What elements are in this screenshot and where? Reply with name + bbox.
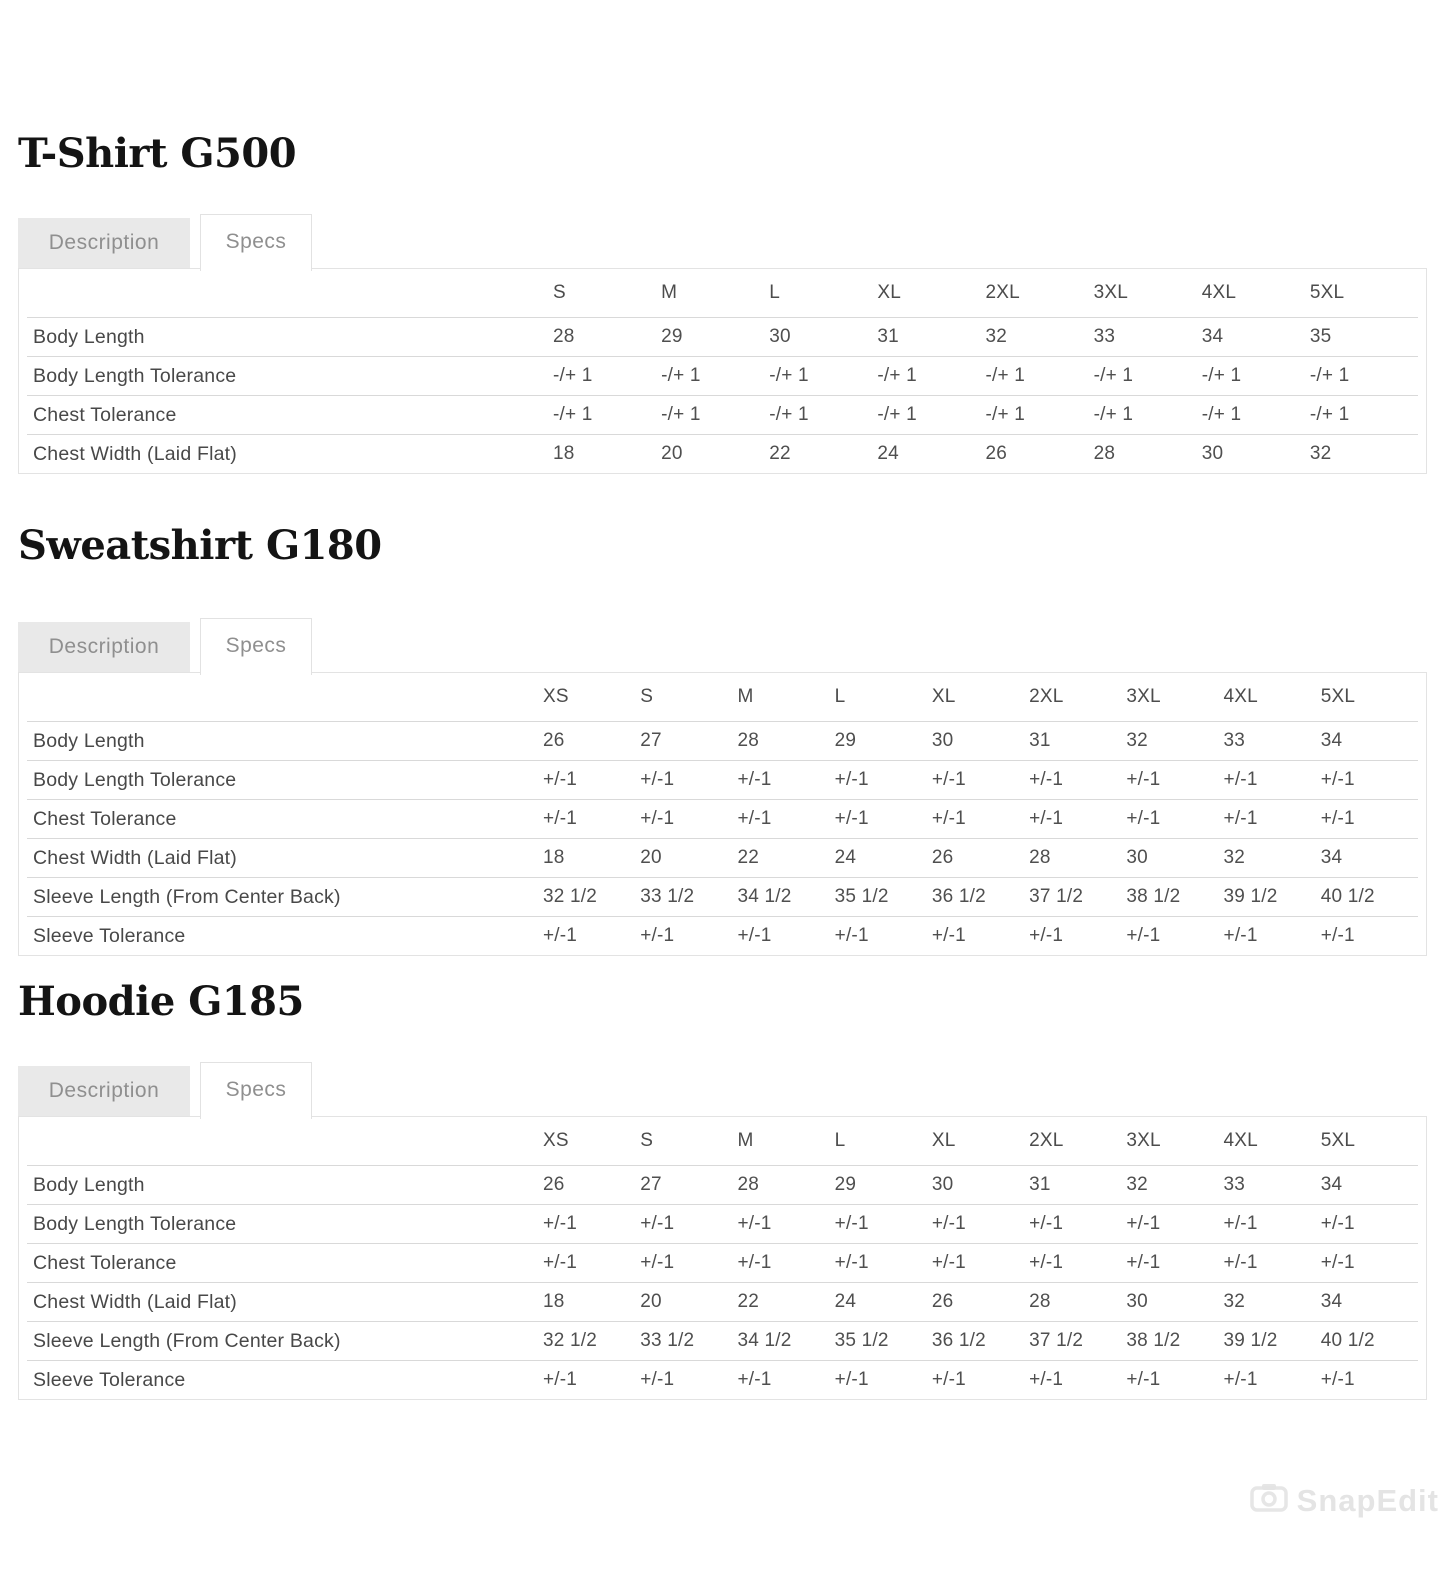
spec-value: +/-1 — [737, 769, 772, 790]
spec-value: 34 — [1201, 326, 1224, 347]
spec-value: -/+ 1 — [661, 404, 701, 425]
spec-value: 33 — [1093, 326, 1116, 347]
spec-value: -/+ 1 — [1201, 404, 1242, 425]
spec-value: 28 — [1029, 1291, 1051, 1312]
row-label: Body Length — [33, 1173, 145, 1196]
spec-value: 22 — [769, 443, 791, 464]
spec-value: +/-1 — [543, 1213, 578, 1234]
spec-value: 20 — [640, 847, 662, 868]
table-row — [27, 1360, 1418, 1399]
spec-value: +/-1 — [737, 1252, 772, 1273]
spec-value: 29 — [834, 730, 857, 751]
spec-value: +/-1 — [834, 808, 869, 829]
row-label: Sleeve Length (From Center Back) — [33, 885, 341, 908]
spec-value: +/-1 — [543, 808, 578, 829]
spec-value: +/-1 — [737, 808, 772, 829]
spec-value: +/-1 — [640, 925, 675, 946]
specs-table — [18, 672, 1427, 956]
row-label: Chest Tolerance — [33, 403, 177, 426]
spec-value: 30 — [1201, 443, 1224, 464]
spec-value: -/+ 1 — [1309, 404, 1350, 425]
spec-value: +/-1 — [640, 1369, 675, 1390]
row-label: Body Length Tolerance — [33, 768, 237, 791]
spec-value: +/-1 — [1126, 1252, 1161, 1273]
spec-value: 34 1/2 — [737, 886, 792, 907]
spec-value: 33 1/2 — [640, 1330, 695, 1351]
spec-value: 32 1/2 — [543, 1330, 598, 1351]
spec-value: +/-1 — [834, 1369, 869, 1390]
spec-value: -/+ 1 — [1093, 365, 1134, 386]
spec-value: +/-1 — [1029, 769, 1064, 790]
spec-value: +/-1 — [1320, 808, 1355, 829]
spec-value: +/-1 — [737, 1369, 772, 1390]
spec-value: +/-1 — [1223, 1213, 1258, 1234]
spec-value: 32 — [1309, 443, 1332, 464]
spec-value: 27 — [640, 1174, 662, 1195]
size-column-header: L — [769, 282, 781, 303]
table-row — [27, 317, 1418, 356]
spec-value: +/-1 — [1320, 1213, 1355, 1234]
spec-value: 38 1/2 — [1126, 886, 1181, 907]
spec-value: 20 — [640, 1291, 662, 1312]
spec-value: 34 — [1320, 847, 1343, 868]
spec-value: 30 — [1126, 847, 1148, 868]
spec-value: +/-1 — [1029, 925, 1064, 946]
spec-value: +/-1 — [737, 1213, 772, 1234]
watermark-text: SnapEdit — [1296, 1483, 1439, 1518]
table-row — [27, 799, 1418, 838]
size-column-header: L — [834, 686, 846, 707]
spec-value: 24 — [834, 1291, 857, 1312]
spec-value: +/-1 — [1126, 925, 1161, 946]
size-column-header: L — [834, 1130, 846, 1151]
product-section — [0, 978, 1445, 1400]
spec-value: +/-1 — [931, 1213, 966, 1234]
size-column-header: 4XL — [1201, 282, 1237, 303]
row-label: Body Length — [33, 325, 145, 348]
spec-value: +/-1 — [543, 1252, 578, 1273]
spec-value: 26 — [931, 1291, 954, 1312]
tab-description[interactable]: Description — [18, 622, 190, 672]
spec-value: 34 — [1320, 1174, 1343, 1195]
spec-value: +/-1 — [1223, 769, 1258, 790]
row-label: Chest Tolerance — [33, 807, 177, 830]
table-header-row — [27, 269, 1418, 317]
spec-value: -/+ 1 — [769, 404, 809, 425]
table-row — [27, 760, 1418, 799]
spec-value: 28 — [737, 730, 759, 751]
spec-value: 37 1/2 — [1029, 886, 1084, 907]
spec-sheet-page — [0, 130, 1445, 1400]
size-column-header: 2XL — [985, 282, 1020, 303]
spec-value: 33 1/2 — [640, 886, 695, 907]
row-label: Sleeve Length (From Center Back) — [33, 1329, 341, 1352]
spec-value: +/-1 — [931, 925, 966, 946]
table-row — [27, 1165, 1418, 1204]
spec-value: 26 — [543, 1174, 565, 1195]
tab-specs[interactable]: Specs — [200, 1062, 312, 1119]
spec-value: 32 — [1223, 1291, 1246, 1312]
spec-value: 18 — [543, 1291, 565, 1312]
size-column-header: 3XL — [1126, 1130, 1161, 1151]
spec-value: 36 1/2 — [931, 1330, 986, 1351]
size-column-header: 2XL — [1029, 1130, 1064, 1151]
product-section — [0, 130, 1445, 474]
spec-value: 30 — [931, 730, 954, 751]
spec-value: 30 — [931, 1174, 954, 1195]
spec-value: +/-1 — [1126, 1369, 1161, 1390]
spec-value: 34 — [1320, 730, 1343, 751]
spec-value: +/-1 — [737, 925, 772, 946]
spec-value: +/-1 — [543, 769, 578, 790]
size-column-header: XL — [877, 282, 902, 303]
spec-value: 24 — [877, 443, 899, 464]
spec-value: 37 1/2 — [1029, 1330, 1084, 1351]
spec-value: +/-1 — [1029, 1369, 1064, 1390]
spec-value: +/-1 — [640, 1252, 675, 1273]
spec-value: +/-1 — [1320, 925, 1355, 946]
product-title: Sweatshirt G180 — [18, 522, 382, 569]
size-column-header: XS — [543, 686, 569, 707]
table-row — [27, 877, 1418, 916]
spec-value: +/-1 — [1320, 1252, 1355, 1273]
spec-value: 18 — [553, 443, 575, 464]
spec-value: 31 — [1029, 730, 1051, 751]
spec-value: 40 1/2 — [1320, 886, 1375, 907]
spec-value: 33 — [1223, 1174, 1246, 1195]
spec-value: 33 — [1223, 730, 1246, 751]
spec-value: 39 1/2 — [1223, 1330, 1278, 1351]
spec-value: 34 — [1320, 1291, 1343, 1312]
size-column-header: 4XL — [1223, 1130, 1258, 1151]
spec-value: +/-1 — [931, 808, 966, 829]
spec-value: 18 — [543, 847, 565, 868]
spec-value: 32 — [1126, 1174, 1148, 1195]
spec-value: +/-1 — [1223, 925, 1258, 946]
size-column-header: 5XL — [1320, 686, 1356, 707]
size-column-header: 5XL — [1309, 282, 1345, 303]
tab-description[interactable]: Description — [18, 218, 190, 268]
spec-value: 40 1/2 — [1320, 1330, 1375, 1351]
tab-specs[interactable]: Specs — [200, 618, 312, 675]
spec-value: 30 — [769, 326, 791, 347]
row-label: Chest Width (Laid Flat) — [33, 846, 237, 869]
table-row — [27, 395, 1418, 434]
spec-value: 22 — [737, 1291, 759, 1312]
spec-value: 35 1/2 — [834, 886, 889, 907]
table-header-row — [27, 673, 1418, 721]
spec-value: 29 — [661, 326, 683, 347]
size-column-header: 2XL — [1029, 686, 1064, 707]
spec-value: +/-1 — [1126, 769, 1161, 790]
product-title: Hoodie G185 — [18, 978, 304, 1025]
spec-value: 28 — [1029, 847, 1051, 868]
spec-value: 28 — [553, 326, 575, 347]
table-row — [27, 1321, 1418, 1360]
spec-value: -/+ 1 — [661, 365, 701, 386]
spec-value: +/-1 — [834, 925, 869, 946]
spec-value: 30 — [1126, 1291, 1148, 1312]
table-header-row — [27, 1117, 1418, 1165]
size-column-header: 3XL — [1093, 282, 1129, 303]
spec-value: 22 — [737, 847, 759, 868]
spec-value: -/+ 1 — [877, 365, 917, 386]
spec-value: 31 — [1029, 1174, 1051, 1195]
tab-bar — [18, 214, 1427, 268]
spec-value: +/-1 — [834, 1213, 869, 1234]
size-column-header: S — [640, 686, 654, 707]
tab-description[interactable]: Description — [18, 1066, 190, 1116]
spec-value: +/-1 — [1320, 769, 1355, 790]
size-column-header: XS — [543, 1130, 569, 1151]
size-column-header: 5XL — [1320, 1130, 1356, 1151]
watermark — [1250, 1482, 1439, 1520]
spec-value: 38 1/2 — [1126, 1330, 1181, 1351]
spec-value: 29 — [834, 1174, 857, 1195]
product-title: T-Shirt G500 — [18, 130, 297, 177]
spec-value: 24 — [834, 847, 857, 868]
spec-value: 26 — [985, 443, 1008, 464]
row-label: Chest Width (Laid Flat) — [33, 442, 237, 465]
table-row — [27, 838, 1418, 877]
row-label: Body Length — [33, 729, 145, 752]
spec-value: 26 — [543, 730, 565, 751]
size-column-header: S — [640, 1130, 654, 1151]
row-label: Body Length Tolerance — [33, 364, 237, 387]
spec-value: +/-1 — [931, 1369, 966, 1390]
spec-value: +/-1 — [640, 1213, 675, 1234]
spec-value: 28 — [1093, 443, 1116, 464]
row-label: Chest Width (Laid Flat) — [33, 1290, 237, 1313]
table-row — [27, 434, 1418, 473]
spec-value: +/-1 — [1223, 1369, 1258, 1390]
spec-value: -/+ 1 — [877, 404, 917, 425]
spec-value: +/-1 — [543, 1369, 578, 1390]
table-row — [27, 1282, 1418, 1321]
size-column-header: M — [661, 282, 678, 303]
spec-value: 20 — [661, 443, 683, 464]
spec-value: 35 1/2 — [834, 1330, 889, 1351]
size-column-header: 4XL — [1223, 686, 1258, 707]
spec-value: +/-1 — [640, 808, 675, 829]
spec-value: +/-1 — [640, 769, 675, 790]
spec-value: 27 — [640, 730, 662, 751]
spec-value: -/+ 1 — [553, 365, 593, 386]
spec-value: -/+ 1 — [985, 365, 1026, 386]
spec-value: -/+ 1 — [1093, 404, 1134, 425]
size-column-header: XL — [931, 1130, 956, 1151]
spec-value: -/+ 1 — [553, 404, 593, 425]
spec-value: 35 — [1309, 326, 1332, 347]
spec-value: +/-1 — [543, 925, 578, 946]
spec-value: 34 1/2 — [737, 1330, 792, 1351]
table-row — [27, 356, 1418, 395]
spec-value: 32 — [1223, 847, 1246, 868]
spec-value: +/-1 — [1126, 1213, 1161, 1234]
spec-value: +/-1 — [1029, 1252, 1064, 1273]
spec-value: +/-1 — [931, 769, 966, 790]
size-column-header: XL — [931, 686, 956, 707]
row-label: Chest Tolerance — [33, 1251, 177, 1274]
spec-value: +/-1 — [1029, 1213, 1064, 1234]
tab-specs[interactable]: Specs — [200, 214, 312, 271]
size-column-header: M — [737, 1130, 754, 1151]
size-column-header: S — [553, 282, 566, 303]
spec-value: +/-1 — [834, 1252, 869, 1273]
spec-value: +/-1 — [931, 1252, 966, 1273]
spec-value: 32 — [1126, 730, 1148, 751]
spec-value: 39 1/2 — [1223, 886, 1278, 907]
spec-value: -/+ 1 — [985, 404, 1026, 425]
spec-value: +/-1 — [1223, 808, 1258, 829]
product-section — [0, 522, 1445, 956]
spec-value: +/-1 — [834, 769, 869, 790]
tab-bar — [18, 618, 1427, 672]
size-column-header: 3XL — [1126, 686, 1161, 707]
table-row — [27, 1204, 1418, 1243]
spec-value: 31 — [877, 326, 899, 347]
row-label: Sleeve Tolerance — [33, 1368, 186, 1391]
size-column-header: M — [737, 686, 754, 707]
tab-bar — [18, 1062, 1427, 1116]
spec-value: 32 — [985, 326, 1008, 347]
table-row — [27, 1243, 1418, 1282]
spec-value: -/+ 1 — [1201, 365, 1242, 386]
spec-value: -/+ 1 — [1309, 365, 1350, 386]
spec-value: +/-1 — [1320, 1369, 1355, 1390]
camera-icon — [1250, 1482, 1288, 1520]
specs-table — [18, 1116, 1427, 1400]
table-row — [27, 721, 1418, 760]
spec-value: 36 1/2 — [931, 886, 986, 907]
specs-table — [18, 268, 1427, 474]
spec-value: +/-1 — [1126, 808, 1161, 829]
spec-value: -/+ 1 — [769, 365, 809, 386]
spec-value: 28 — [737, 1174, 759, 1195]
row-label: Body Length Tolerance — [33, 1212, 237, 1235]
spec-value: 26 — [931, 847, 954, 868]
spec-value: +/-1 — [1223, 1252, 1258, 1273]
table-row — [27, 916, 1418, 955]
row-label: Sleeve Tolerance — [33, 924, 186, 947]
spec-value: +/-1 — [1029, 808, 1064, 829]
spec-value: 32 1/2 — [543, 886, 598, 907]
